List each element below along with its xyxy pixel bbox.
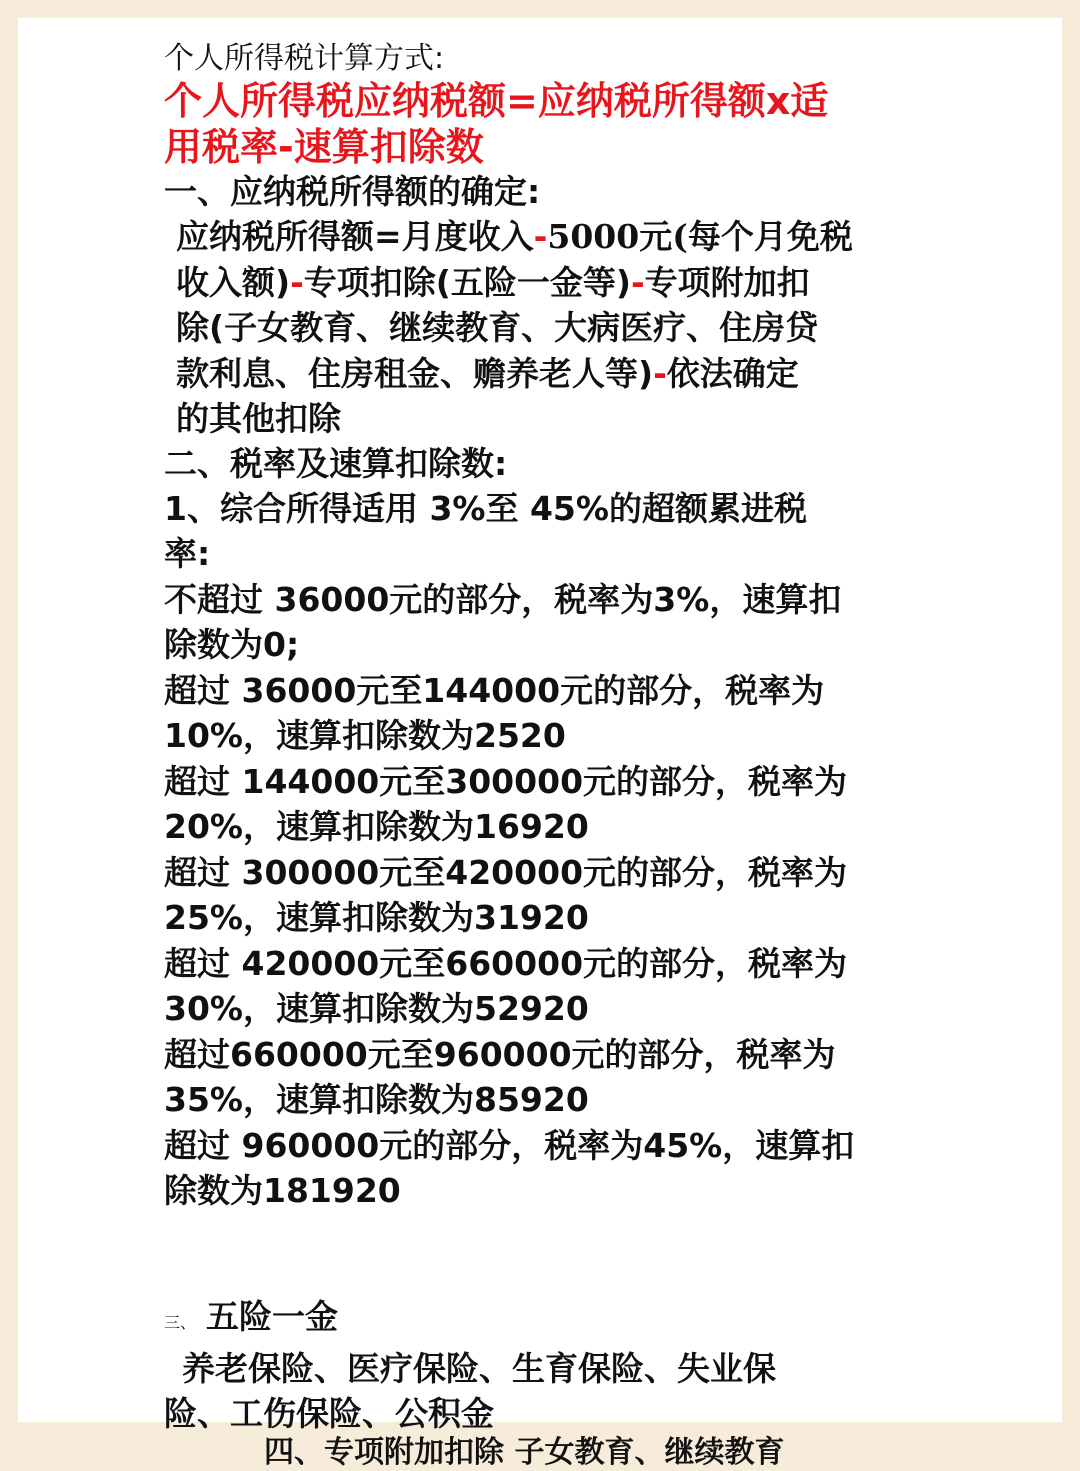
section-1-line-5: 的其他扣除 bbox=[176, 399, 341, 438]
section-2-body bbox=[164, 486, 924, 1214]
text-fragment: 依法确定 bbox=[666, 353, 799, 393]
minus-sign: - bbox=[290, 262, 304, 302]
minus-sign: - bbox=[630, 262, 645, 302]
section-spacer bbox=[164, 1214, 924, 1294]
text-fragment: 收入额) bbox=[176, 262, 291, 302]
text-fragment: 应纳税所得额=月度收入 bbox=[176, 217, 534, 256]
formula-line-2: 用税率-速算扣除数 bbox=[164, 125, 484, 169]
tax-bracket-line: 30%，速算扣除数为52920 bbox=[164, 989, 589, 1028]
section-3-marker: 三、 bbox=[164, 1312, 197, 1332]
minus-sign: - bbox=[533, 217, 548, 256]
section-1-heading: 一、应纳税所得额的确定: bbox=[164, 172, 541, 211]
section-1-body bbox=[164, 214, 924, 442]
document-content bbox=[164, 40, 924, 1437]
section-3-line-2: 险、工伤保险、公积金 bbox=[164, 1394, 494, 1433]
text-fragment: 专项附加扣 bbox=[644, 262, 810, 302]
tax-bracket-line: 超过 300000元至420000元的部分，税率为 bbox=[164, 852, 848, 892]
formula-line-1: 个人所得税应纳税额=应纳税所得额x适 bbox=[164, 79, 829, 123]
section-2-heading: 二、税率及速算扣除数: bbox=[164, 443, 508, 483]
section-3-title: 五险一金 bbox=[206, 1296, 339, 1336]
formula-block bbox=[164, 78, 924, 170]
text-fragment: 专项扣除(五险一金等) bbox=[303, 262, 631, 302]
tax-rate-line: 率: bbox=[164, 534, 211, 573]
section-1-line-3: 除(子女教育、继续教育、大病医疗、住房贷 bbox=[176, 308, 819, 347]
minus-sign: - bbox=[653, 353, 667, 393]
section-1-line-1 bbox=[164, 214, 924, 260]
section-3-heading bbox=[164, 1294, 924, 1346]
tax-bracket-line: 10%，速算扣除数为2520 bbox=[164, 716, 566, 755]
tax-bracket-line: 超过 36000元至144000元的部分，税率为 bbox=[164, 670, 825, 710]
section-1-line-4 bbox=[164, 351, 924, 397]
tax-bracket-line: 超过 420000元至660000元的部分，税率为 bbox=[164, 943, 848, 983]
tax-bracket-line: 超过 960000元的部分，税率为45%，速算扣 bbox=[164, 1125, 855, 1165]
tax-bracket-line: 超过660000元至960000元的部分，税率为 bbox=[164, 1034, 836, 1074]
tax-bracket-line: 超过 144000元至300000元的部分，税率为 bbox=[164, 761, 848, 801]
section-3-line-1: 养老保险、医疗保险、生育保险、失业保 bbox=[182, 1348, 776, 1388]
section-1-line-2 bbox=[164, 260, 924, 306]
intro-text: 个人所得税计算方式: bbox=[164, 41, 445, 76]
tax-bracket-line: 20%，速算扣除数为16920 bbox=[164, 807, 589, 846]
tax-bracket-line: 除数为181920 bbox=[164, 1171, 401, 1210]
text-fragment: 5000元(每个月免税 bbox=[547, 217, 853, 256]
document-page bbox=[18, 18, 1062, 1470]
cut-off-text-line: 四、专项附加扣除 子女教育、继续教育 bbox=[264, 1435, 785, 1470]
tax-bracket-line: 25%，速算扣除数为31920 bbox=[164, 898, 589, 937]
tax-bracket-line: 不超过 36000元的部分，税率为3%，速算扣 bbox=[164, 579, 842, 619]
tax-bracket-line: 除数为0; bbox=[164, 625, 300, 664]
tax-rate-line: 1、综合所得适用 3%至 45%的超额累进税 bbox=[164, 488, 807, 528]
text-fragment: 款利息、住房租金、赡养老人等) bbox=[176, 353, 654, 393]
tax-bracket-line: 35%，速算扣除数为85920 bbox=[164, 1080, 589, 1119]
